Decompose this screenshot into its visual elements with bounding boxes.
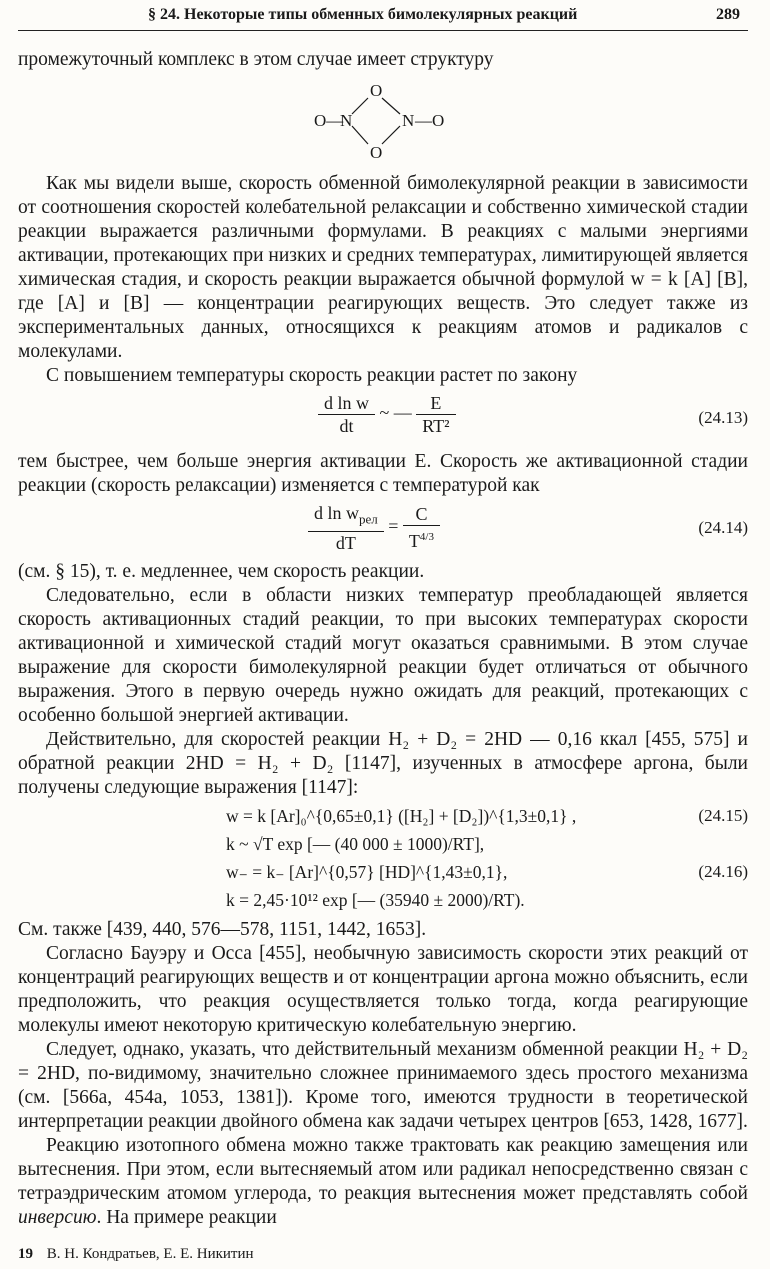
paragraph-9: Согласно Бауэру и Осса [455], необычную зависимость скорости этих реакций от концентраций реагирующих веществ и от концентрации аргона можно объяснить, если предположить, что реакция осуществляется только тогда, когда реагирующие молекулы имеют некоторую критическую колебательную энергию. xyxy=(18,943,748,1036)
equation-24-13 xyxy=(18,392,748,446)
nitrogen-right-label: N xyxy=(402,111,415,130)
bond-nl-ob xyxy=(352,126,368,144)
paragraph-7: Действительно, для скоростей реакции H₂ + D₂ = 2HD — 0,16 ккал [455, 575] и обратной реакции 2HD = H₂ + D₂ [1147], изученных в атмосфере аргона, были получены следующие выражения [1147]: xyxy=(18,729,748,798)
equation-group-24-15-16 xyxy=(18,802,748,914)
paragraph-6: Следовательно, если в области низких температур преобладающей является скорость активационных стадий реакции, то при высоких температурах скорости активационной и химической стадий могут оказаться сравнимыми. В этом случае выражение для скорости бимолекулярной реакции будет отличаться от обычного выражения. Этого в первую очередь нужно ожидать для реакций, протекающих с особенно большой энергией активации. xyxy=(18,585,748,726)
eq13-rhs-num: E xyxy=(416,392,455,415)
eq15b-line: k ~ √T exp [— (40 000 ± 1000)/RT], xyxy=(226,834,485,854)
equation-24-15 xyxy=(18,802,748,830)
footer-authors: В. Н. Кондратьев, Е. Е. Никитин xyxy=(46,1246,254,1262)
eq16-label: (24.16) xyxy=(698,862,748,881)
eq15-label: (24.15) xyxy=(698,806,748,825)
structure-diagram xyxy=(18,74,748,166)
eq16-line: w₋ = k₋ [Ar]^{0,57} [HD]^{1,43±0,1}, xyxy=(226,862,508,882)
oxygen-top-label: O xyxy=(370,81,383,100)
eq13-label: (24.13) xyxy=(698,408,748,427)
paragraph-3: С повышением температуры скорость реакции растет по закону xyxy=(46,365,578,386)
no2-dimer-structure xyxy=(18,74,748,166)
paragraph-1: промежуточный комплекс в этом случае имеет структуру xyxy=(18,49,494,70)
eq15-line: w = k [Ar]₀^{0,65±0,1} ([H₂] + [D₂])^{1,3±0,1} , xyxy=(226,806,577,826)
paragraph-11-italic: инверсию xyxy=(18,1207,97,1228)
paragraph-10: Следует, однако, указать, что действительный механизм обменной реакции H₂ + D₂ = 2HD, по-видимому, значительно сложнее принимаемого здесь простого механизма (см. [566а, 454а, 1053, 1381]). Кроме того, имеются трудности в теоретической интерпретации реакции двойного обмена как задачи четырех центров [653, 1428, 1677]. xyxy=(18,1039,748,1132)
oxygen-bottom-label: O xyxy=(370,143,383,162)
eq13-den: dt xyxy=(339,416,354,436)
bond-nl-ot xyxy=(352,98,368,114)
eq14-num: d ln w xyxy=(314,503,359,523)
nitrogen-left-label: N xyxy=(340,111,353,130)
equation-24-15b xyxy=(18,830,748,858)
equation-24-16b xyxy=(18,886,748,914)
page-footer xyxy=(18,1246,254,1263)
paragraph-5: (см. § 15), т. е. медленнее, чем скорость реакции. xyxy=(18,561,425,582)
page-body xyxy=(18,48,748,1230)
section-title: § 24. Некоторые типы обменных бимолекулярных реакций xyxy=(148,6,578,23)
eq14-rhs-exp: 4/3 xyxy=(419,531,434,544)
eq16b-line: k = 2,45·10¹² exp [— (35940 ± 2000)/RT). xyxy=(226,890,525,910)
eq13-rhs-den: RT² xyxy=(422,416,450,436)
eq14-rel: = xyxy=(388,515,399,536)
bond-ob-nr xyxy=(382,126,400,144)
paragraph-11 xyxy=(18,1134,748,1230)
signature-mark: 19 xyxy=(18,1246,33,1262)
equation-24-16 xyxy=(18,858,748,886)
bond-ot-nr xyxy=(382,98,400,114)
page-number: 289 xyxy=(716,6,740,23)
paragraph-8: См. также [439, 440, 576—578, 1151, 1442, 1653]. xyxy=(18,919,427,940)
eq13-rel: ~ — xyxy=(379,402,412,423)
equation-24-14 xyxy=(18,502,748,556)
oxygen-left-label: O— xyxy=(314,111,344,130)
paragraph-11-c: . На примере реакции xyxy=(96,1207,277,1228)
running-head xyxy=(18,4,748,31)
paragraph-2: Как мы видели выше, скорость обменной бимолекулярной реакции в зависимости от соотношения скоростей колебательной релаксации и собственно химической стадии реакции выражается различными формулами. В реакциях с малыми энергиями активации, протекающих при низких и средних температурах, лимитирующей является химическая стадия, и скорость реакции выражается обычной формулой w = k [A] [B], где [A] и [B] — концентрации реагирующих веществ. Это следует также из экспериментальных данных, относящихся к реакциям атомов и радикалов с молекулами. xyxy=(18,173,748,362)
eq14-sub: рел xyxy=(359,511,378,527)
paragraph-4: тем быстрее, чем больше энергия активации E. Скорость же активационной стадии реакции (скорость релаксации) изменяется с температурой как xyxy=(18,451,748,496)
eq14-rhs-den: T xyxy=(408,531,420,552)
oxygen-right-label: —O xyxy=(415,111,445,130)
paragraph-11-a: Реакцию изотопного обмена можно также трактовать как реакцию замещения или вытеснения. При этом, если вытесняемый атом или радикал непосредственно связан с тетраэдрическим атомом углерода, то реакция вытеснения может представлять собой xyxy=(18,1135,748,1204)
eq14-rhs-num: C xyxy=(403,503,440,526)
eq14-den: dT xyxy=(335,532,356,553)
eq14-label: (24.14) xyxy=(698,518,748,537)
eq13-num: d ln w xyxy=(318,392,375,415)
